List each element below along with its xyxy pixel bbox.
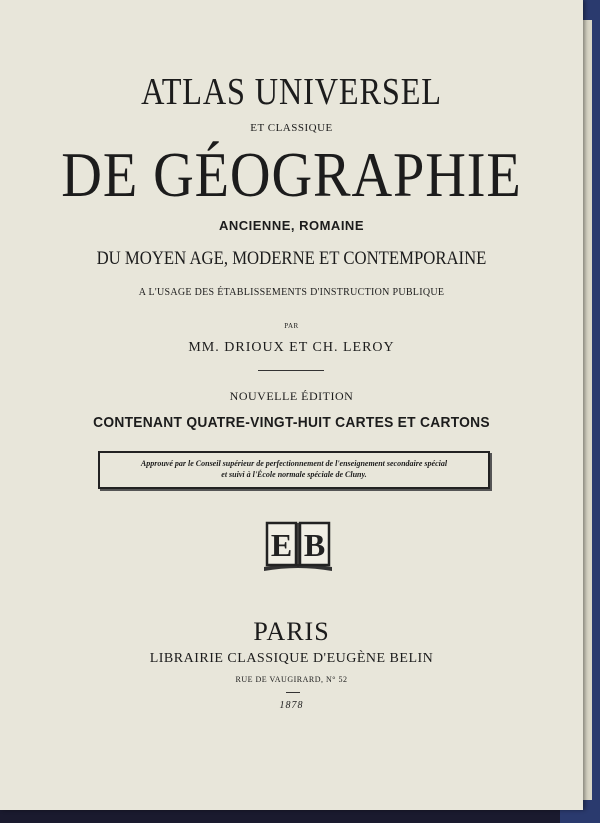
- city: PARIS: [253, 617, 330, 646]
- main-title: DE GÉOGRAPHIE: [61, 139, 522, 210]
- logo-letter-b: B: [303, 527, 326, 563]
- address: RUE DE VAUGIRARD, N° 52: [235, 675, 348, 684]
- year: 1878: [279, 700, 304, 711]
- edition-label: NOUVELLE ÉDITION: [229, 389, 354, 403]
- usage-line: A L'USAGE DES ÉTABLISSEMENTS D'INSTRUCTION PUBLIQUE: [138, 287, 445, 298]
- divider-rule: [258, 370, 324, 371]
- logo-letter-e: E: [270, 527, 293, 563]
- contents-line: CONTENANT QUATRE-VINGT-HUIT CARTES ET CARTONS: [93, 414, 490, 431]
- publisher: LIBRAIRIE CLASSIQUE D'EUGÈNE BELIN: [149, 651, 434, 666]
- approval-line-1: Approuvé par le Conseil supérieur de perfectionnement de l'enseignement secondaire spécial: [140, 459, 448, 468]
- title-line-1: ATLAS UNIVERSEL: [141, 71, 442, 113]
- title-line-2: ET CLASSIQUE: [250, 122, 333, 134]
- authors: MM. DRIOUX ET CH. LEROY: [188, 340, 395, 355]
- publisher-logo-icon: [262, 517, 334, 575]
- small-rule: [286, 692, 300, 693]
- approval-line-2: et suivi à l'École normale spéciale de Cluny.: [221, 470, 367, 479]
- approval-box: [98, 451, 490, 489]
- par-label: PAR: [284, 322, 299, 330]
- subtitle-ancienne: ANCIENNE, ROMAINE: [218, 218, 364, 233]
- subtitle-moyen-age: DU MOYEN AGE, MODERNE ET CONTEMPORAINE: [96, 248, 487, 269]
